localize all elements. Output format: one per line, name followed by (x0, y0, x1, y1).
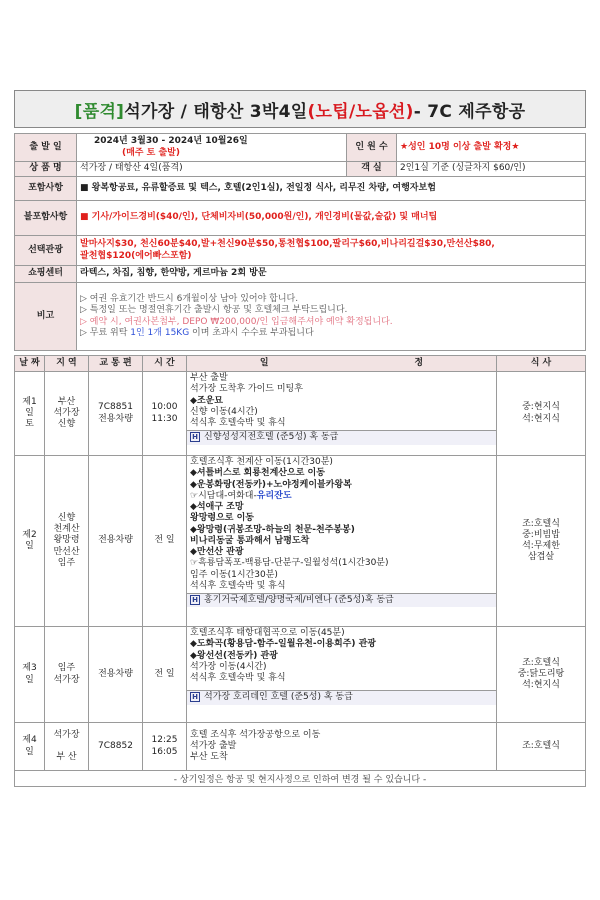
departure-value: 2024년 3월30 - 2024년 10월26일 (94, 136, 248, 147)
excluded-label: 불포함사항 (15, 201, 77, 236)
note-4-b: 1인 1개 15KG (130, 327, 190, 338)
departure-cell (77, 134, 347, 162)
day1-meals: 중:현지식 석:현지식 (497, 372, 586, 456)
day2-date: 제2일 (15, 456, 45, 627)
note-1: ▷ 여권 유효기간 반드시 6개월이상 남아 있어야 합니다. (80, 294, 299, 304)
day3-hotel (187, 690, 496, 704)
day2-hotel (187, 593, 496, 607)
day3-line: 석식후 호텔숙박 및 휴식 (190, 673, 286, 683)
day4-time: 12:25 16:05 (143, 723, 187, 771)
optional-label: 선택관광 (15, 236, 77, 266)
title-bracket: [품격] (74, 101, 125, 122)
page-title (14, 90, 586, 128)
day1-line: ◆조운묘 (190, 395, 224, 406)
shopping-label: 쇼핑센터 (15, 266, 77, 283)
table-row (15, 372, 586, 456)
header-plan-1: 일 (187, 356, 342, 372)
day2-line: ◆석애구 조망 (190, 502, 244, 512)
day1-time: 10:00 11:30 (143, 372, 187, 456)
day1-region: 부산 석가장 신향 (45, 372, 89, 456)
day2-transport: 전용차량 (89, 456, 143, 627)
day3-date: 제3일 (15, 627, 45, 723)
day3-plan (187, 627, 497, 723)
optional-line-2: 괄천협$120(에어빠스포함) (80, 250, 192, 261)
day2-line: ◆셔틀버스로 회룡천계산으로 이동 (190, 468, 325, 479)
day2-line: 임주 이동(1시간30분) (190, 569, 278, 580)
people-value: ★성인 10명 이상 출발 확정★ (397, 134, 586, 162)
day3-time: 전 일 (143, 627, 187, 723)
day1-hotel (187, 430, 496, 444)
hotel-icon: H (190, 432, 200, 442)
optional-cell (77, 236, 586, 266)
hotel-icon: H (190, 692, 200, 702)
day2-line: 호텔조식후 천계산 이동(1시간30분) (190, 457, 333, 467)
day2-line: ☞흑룡담폭포-백룡담-단분구-일월성석(1시간30분) (190, 558, 389, 569)
day2-line: 왕망령으로 이동 (190, 513, 254, 524)
note-4 (80, 328, 582, 339)
day2-time: 전 일 (143, 456, 187, 627)
day2-line: 비나리동굴 통과해서 남평도착 (190, 535, 310, 546)
schedule-table (14, 355, 586, 771)
included-label: 포함사항 (15, 177, 77, 201)
note-3: ▷ 예약 시, 여권사본첨부, DEPO ₩200,000/인 입금해주셔야 예약 확정됩니다. (80, 316, 393, 327)
info-table (14, 133, 586, 351)
day2-line: ◆운봉화랑(전동카)+노야정케이블카왕복 (190, 479, 352, 490)
shopping-value: 라텍스, 차집, 침향, 한약방, 게르마늄 2회 방문 (77, 266, 586, 283)
day1-transport: 7C8851 전용차량 (89, 372, 143, 456)
day4-meals: 조:호텔식 (497, 723, 586, 771)
day2-hotel-name: 홍기거국제호텔/양명국제/비엔나 (준5성)혹 동급 (204, 595, 394, 605)
day4-line: 호텔 조식후 석가장공항으로 이동 (190, 729, 321, 740)
day2-line-4b: 유리잔도 (256, 490, 292, 501)
title-tail: - 7C 제주항공 (413, 101, 526, 122)
title-main: 석가장 / 태항산 3박4일 (124, 101, 308, 122)
day2-line: 석식후 호텔숙박 및 휴식 (190, 580, 286, 591)
header-meals: 식 사 (497, 356, 586, 372)
day4-region: 석가장 부 산 (45, 723, 89, 771)
day3-hotel-name: 석가장 호리데인 호텔 (준5성) 혹 동급 (204, 692, 353, 703)
day3-transport: 전용차량 (89, 627, 143, 723)
note-4-c: 이며 초과시 수수료 부과됩니다 (189, 327, 314, 338)
day4-date: 제4일 (15, 723, 45, 771)
schedule-footer-note: - 상기일정은 항공 및 현지사정으로 인하여 변경 될 수 있습니다 - (14, 771, 586, 787)
day4-plan (187, 723, 497, 771)
day1-line: 석가장 도착후 가이드 미팅후 (190, 384, 303, 395)
day4-line: 석가장 출발 (190, 740, 237, 751)
table-row (15, 456, 586, 627)
day2-line: ◆만선산 관광 (190, 547, 244, 557)
included-value: ■ 왕복항공료, 유류할증료 및 텍스, 호텔(2인1실), 전일정 식사, 리무진 차량, 여행자보험 (77, 177, 586, 201)
departure-label: 출 발 일 (15, 134, 77, 162)
day1-line: 신향 이동(4시간) (190, 406, 258, 417)
header-plan-2: 정 (342, 356, 497, 372)
table-row (15, 723, 586, 771)
header-time: 시 간 (143, 356, 187, 372)
day4-transport: 7C8852 (89, 723, 143, 771)
day1-line: 석식후 호텔숙박 및 휴식 (190, 418, 286, 428)
day4-line: 부산 도착 (190, 752, 228, 763)
header-date: 날 짜 (15, 356, 45, 372)
day1-line: 부산 출발 (190, 373, 228, 383)
day3-line: 석가장 이동(4시간) (190, 661, 267, 672)
header-region: 지 역 (45, 356, 89, 372)
note-4-a: ▷ 무료 위탁 (80, 327, 131, 338)
day2-meals: 조:호텔식 중:비빔밥 석:무제한 삼겹살 (497, 456, 586, 627)
room-value: 2인1실 기준 (싱글차지 $60/인) (397, 162, 586, 177)
day3-meals: 조:호텔식 중:닭도리탕 석:현지식 (497, 627, 586, 723)
table-row (15, 627, 586, 723)
day2-line (190, 491, 493, 502)
day3-line: ◆도화곡(황용담-함주-일월유천-이용희주) 관광 (190, 639, 376, 650)
note-2: ▷ 특정일 또는 명절연휴기간 출발시 항공 및 호텔체크 부탁드립니다. (80, 305, 348, 316)
excluded-value: ■ 기사/가이드경비($40/인), 단체비자비(50,000원/인), 개인경비(물값,술값) 및 매너팁 (77, 201, 586, 236)
header-transport: 교 통 편 (89, 356, 143, 372)
itinerary-page (14, 90, 586, 787)
title-highlight: (노팁/노옵션) (307, 101, 414, 122)
day2-plan (187, 456, 497, 627)
day3-line: 호텔조식후 태항대협곡으로 이동(45분) (190, 628, 345, 638)
day1-hotel-name: 신향성성지전호텔 (준5성) 혹 동급 (204, 432, 339, 443)
notes-cell (77, 283, 586, 351)
day2-line: ◆왕망령(귀봉조망-하늘의 천문-천주봉봉) (190, 524, 355, 535)
notes-label: 비고 (15, 283, 77, 351)
day1-plan (187, 372, 497, 456)
product-value: 석가장 / 태항산 4일(품격) (77, 162, 347, 177)
day3-region: 임주 석가장 (45, 627, 89, 723)
day1-date: 제1일 토 (15, 372, 45, 456)
people-label: 인 원 수 (347, 134, 397, 162)
product-label: 상 품 명 (15, 162, 77, 177)
departure-note: (매주 토 출발) (122, 147, 180, 158)
day2-line-4a: ☞시담대-여화대- (190, 490, 257, 501)
room-label: 객 실 (347, 162, 397, 177)
optional-line-1: 발마사지$30, 천신60분$40,발+천신90분$50,통천협$100,팔리구$60,비나리길걸$30,만선산$80, (80, 239, 495, 250)
day3-line: ◆왕선선(전동카) 관광 (190, 650, 278, 661)
day2-region: 신향 천계산 왕망령 만선산 임주 (45, 456, 89, 627)
hotel-icon: H (190, 595, 200, 605)
